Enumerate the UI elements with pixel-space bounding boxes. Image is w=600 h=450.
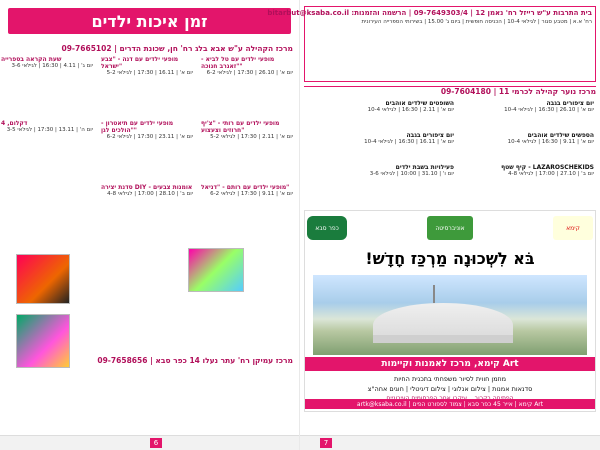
program-title: מופעי ילדים עם טל לביא - "זאגרב חנוכה": [201, 56, 275, 70]
program-card: [201, 56, 293, 116]
ad-bottom-bar: Art קימא | אייר 45 כפר סבא | צמוד לספורט הפים | artk@ksaba.co.il: [305, 399, 595, 409]
program-card: [201, 184, 293, 244]
flag-pole: [433, 285, 435, 303]
advertisement: [304, 210, 596, 412]
program-details: יום א' | 23.11 | 17:30 | לגילאי 6-2: [106, 134, 193, 140]
event-item: [462, 132, 594, 160]
program-details: יום א' | 26.10 | 17:30 | לגילאי 6-2: [206, 70, 293, 76]
event-title: השופטים שילדים אוהבים: [385, 100, 454, 107]
footer: [0, 435, 299, 450]
info-body: רח' א.א | מטבע סגור | לגילאי 10-4 | הכניסה חופשית | ביום ג' 15.00 | בשירותי הספרייה העירונית: [361, 19, 592, 25]
event-item: [322, 100, 454, 128]
program-card: [101, 120, 193, 180]
event-details: יום ו' | 31.10 | 10:00 | לגילאי 3-6: [369, 171, 454, 177]
ad-headline: בֹּא לִשְׁכוּנָה מַרְכַּז חָדָשׁ!: [365, 249, 535, 268]
programs-grid: [1, 56, 293, 348]
ad-line-1: מוזמן חווית לסיור משפחתי בתכנית החיות: [393, 375, 507, 383]
kima-logo: קימא: [553, 216, 593, 240]
program-title: מופעי ילדים עם רותם - "דניאל": [201, 184, 290, 191]
event-item: [462, 100, 594, 128]
event-details: יום א' | 26.10 | 16:30 | לגילאי 10-4: [504, 107, 594, 113]
program-title: מופעי ילדים עם דנה - "צבע ישראל": [101, 56, 179, 70]
child-performer-photo: [16, 254, 70, 304]
ad-logos: [307, 213, 593, 243]
program-card: [101, 184, 193, 244]
partner-logo: אוניברסיטה: [427, 216, 473, 240]
footer: [300, 435, 600, 450]
event-title: יום ציפורים בגבה: [546, 100, 594, 107]
program-details: יום ג' | 4.11 | 16:30 | לגילאי 3-6: [11, 63, 93, 69]
program-card: [1, 120, 93, 180]
event-item: [462, 164, 594, 192]
program-title: מופעי ילדים עם תיאטרון - "הולכים לגן": [101, 120, 174, 134]
event-item: [322, 164, 454, 192]
info-box: [267, 6, 596, 82]
craft-photo: [188, 248, 244, 292]
event-title: פעילויות בשבת ילדים: [395, 164, 454, 171]
program-details: יום ה' | 13.11 | 17:30 | לגילאי 3-5: [6, 127, 93, 133]
event-details: יום א' | 9.11 | 16:30 | לגילאי 10-4: [507, 139, 594, 145]
section-subhead-2: מרכז עמיקן רח' עתר נעלו 14 כפר סבא | 09-7658656: [97, 356, 293, 365]
program-title: מופעי ילדים עם רותי - "צ'יף חרוזים וצעצוע": [201, 120, 280, 134]
program-details: יום ב' | 28.10 | 17:00 | לגילאי 4-8: [107, 191, 193, 197]
program-details: יום א' | 9.11 | 17:30 | לגילאי 6-2: [210, 191, 293, 197]
page-number: 7: [320, 438, 332, 448]
event-title: LAZAROSCHEKIDS - קיף שטף: [501, 164, 594, 171]
ad-banner: Art קימא, מרכז לאמנות וקיימות: [305, 357, 595, 371]
page-title: זמן איכות ילדים: [91, 11, 208, 31]
event-details: יום א' | 16.11 | 16:30 | לגילאי 10-4: [364, 139, 454, 145]
ad-line-2: סדנאות אמנות | צילום אנלוגי | צילום דיגיטלי | חוגים אחה"צ: [367, 385, 533, 393]
section-subhead-1: מרכז הקהילה ע"ש אבא בלג רח' חן, שכונת הדרים | 09-7665102: [61, 44, 293, 53]
program-details: יום א' | 16.11 | 17:30 | לגילאי 5-2: [106, 70, 193, 76]
event-title: הספשים שילדים אוהבים: [527, 132, 594, 139]
event-details: יום ב' | 27.10 | 17:00 | לגילאי 4-8: [508, 171, 594, 177]
program-title: שעת הקראה בספרייה: [1, 56, 62, 63]
building-shape: [373, 303, 513, 343]
program-card: [201, 120, 293, 180]
section-head: מרכז נוער קהילה לכרמי 11 | 09-7604180: [304, 86, 596, 99]
program-card: [1, 56, 93, 116]
page-number: 6: [150, 438, 162, 448]
program-title: דקלום, 4: [1, 120, 28, 127]
city-logo: כפר סבא: [307, 216, 347, 240]
right-page: [267, 0, 600, 450]
event-title: יום ציפורים בגבה: [406, 132, 454, 139]
page-title-bar: [8, 8, 291, 34]
building-photo: [313, 275, 587, 355]
event-item: [322, 132, 454, 160]
program-card: [101, 56, 193, 116]
events-list: [306, 100, 594, 200]
info-head: בית התרבות ע"ש רייזל רח' נאמן 12 | 09-7649303/4 | הרשמה והזמנות: bitarbut@ksaba.co.il: [267, 9, 592, 17]
program-details: יום א' | 2.11 | 17:30 | לגילאי 5-2: [210, 134, 293, 140]
program-title: סדנת יצירה DIY - אומנות צבעים: [101, 184, 193, 191]
event-details: יום א' | 2.11 | 16:30 | לגילאי 10-4: [367, 107, 454, 113]
